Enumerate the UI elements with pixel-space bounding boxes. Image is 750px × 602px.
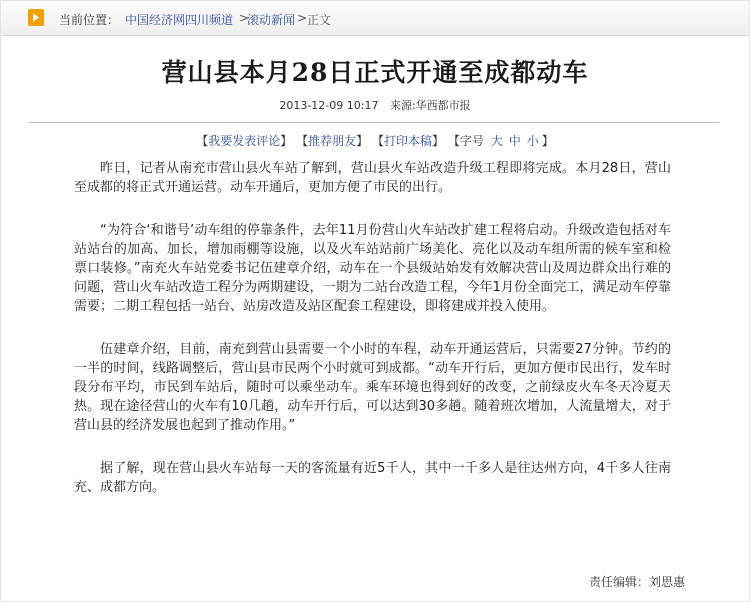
editor-credit (589, 573, 685, 590)
print-link[interactable]: 打印本稿 (383, 134, 432, 148)
paragraph: 据了解，现在营山县火车站每一天的客流量有近5千人，其中一千多人是往达州方向，4千多人往南充、成都方向。 (74, 461, 671, 495)
font-medium-button[interactable]: 中 (508, 134, 521, 148)
paragraph: 伍建章介绍，目前，南充到营山县需要一个小时的车程，动车开通运营后，只需要27分钟。节约的一半的时间，线路调整后，营山县市民两个小时就可到成都。“动车开行后，更加方便市民出行，发车时段分布平均，市民到车站后，随时可以乘坐动车。乘车环境也得到好的改变，之前绿皮火车冬天冷夏天热。现在途径营山的火车有10几趟，动车开行后，可以达到30多趟。随着班次增加，人流量增大，对于营山县的经济发展也起到了推动作用。” (74, 342, 671, 433)
article-meta (1, 97, 749, 113)
font-large-button[interactable]: 大 (490, 134, 503, 148)
divider (29, 122, 719, 123)
breadcrumb-current: 正文 (307, 13, 332, 27)
paragraph: “为符合‘和谐号’动车组的停靠条件，去年11月份营山火车站改扩建工程将启动。升级改造包括对车站站台的加高、加长，增加雨棚等设施，以及火车站站前广场美化、亮化以及动车组所需的候车室和检票口装修。”南充火车站党委书记伍建章介绍，动车在一个县级站始发有效解决营山及周边群众出行难的问题，营山火车站改造工程分为两期建设，一期为二站台改造工程，今年1月份全面完工，满足动车停靠需要；二期工程包括一站台、站房改造及站区配套工程建设，即将建成并投入使用。 (74, 223, 671, 314)
paragraph: 昨日，记者从南充市营山县火车站了解到，营山县火车站改造升级工程即将完成。本月28日，营山至成都的将正式开通运营。动车开通后，更加方便了市民的出行。 (74, 161, 671, 195)
editor-label: 责任编辑： (588, 575, 649, 589)
breadcrumb-lead: 当前位置： (59, 13, 120, 27)
article-title: 营山县本月28日正式开通至成都动车 (161, 58, 589, 87)
breadcrumb-link-sichuan[interactable]: 中国经济网四川频道 (125, 13, 234, 27)
breadcrumb-separator: > (239, 11, 250, 25)
breadcrumb-link-rolling-news[interactable]: 滚动新闻 (247, 13, 296, 27)
breadcrumb-separator: > (297, 11, 308, 25)
comment-link[interactable]: 我要发表评论 (208, 134, 281, 148)
font-small-button[interactable]: 小 (526, 134, 539, 148)
article-source: 来源:华西都市报 (389, 99, 471, 112)
recommend-link[interactable]: 推荐朋友 (308, 134, 357, 148)
editor-name: 刘思惠 (648, 575, 685, 589)
article-toolbar: 【我要发表评论】 【推荐朋友】 【打印本稿】 【字号 大 中 小 】 (196, 134, 554, 148)
article-body (74, 159, 671, 521)
article-date: 2013-12-09 10:17 (279, 99, 379, 112)
arrow-right-icon (28, 9, 44, 26)
breadcrumb (1, 1, 749, 36)
font-size-label: 字号 (459, 134, 484, 148)
